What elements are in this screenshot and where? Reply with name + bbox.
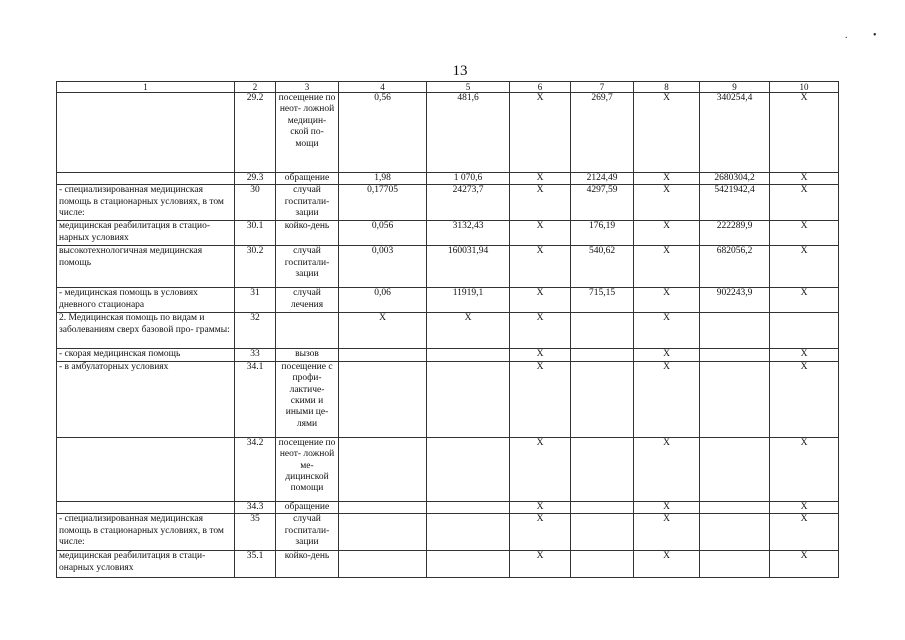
cell-col5: 24273,7	[427, 185, 510, 221]
cell-col9	[700, 349, 770, 361]
cell-col8: X	[634, 93, 700, 173]
cell-col5	[427, 361, 510, 437]
cell-col10: X	[770, 349, 839, 361]
cell-col5	[427, 551, 510, 578]
cell-code: 30.1	[235, 221, 276, 246]
cell-col10: X	[770, 185, 839, 221]
cell-col5	[427, 514, 510, 551]
cell-col5: 1 070,6	[427, 173, 510, 185]
cell-col7: 2124,49	[571, 173, 634, 185]
cell-col5	[427, 437, 510, 501]
cell-col8: X	[634, 514, 700, 551]
cell-unit: случай лечения	[276, 288, 339, 313]
cell-col10	[770, 313, 839, 349]
col-header-4: 4	[339, 82, 427, 93]
cell-col7	[571, 349, 634, 361]
table-row	[57, 437, 839, 501]
cell-code: 31	[235, 288, 276, 313]
table-row	[57, 501, 839, 513]
cell-col10: X	[770, 437, 839, 501]
table-row	[57, 93, 839, 173]
cell-col9: 2680304,2	[700, 173, 770, 185]
table-row	[57, 288, 839, 313]
cell-unit: посещение по неот- ложной ме- дицинской помощи	[276, 437, 339, 501]
cell-code: 34.1	[235, 361, 276, 437]
cell-name: - скорая медицинская помощь	[57, 349, 235, 361]
cell-code: 30.2	[235, 246, 276, 288]
cell-unit	[276, 313, 339, 349]
cell-col9	[700, 437, 770, 501]
cell-col6: X	[510, 221, 571, 246]
cell-col6: X	[510, 93, 571, 173]
cell-col8: X	[634, 313, 700, 349]
cell-col4: 0,06	[339, 288, 427, 313]
cell-unit: обращение	[276, 501, 339, 513]
table-row	[57, 313, 839, 349]
cell-col9	[700, 361, 770, 437]
cell-col5: 481,6	[427, 93, 510, 173]
table-row	[57, 246, 839, 288]
cell-col7	[571, 501, 634, 513]
col-header-8: 8	[634, 82, 700, 93]
col-header-5: 5	[427, 82, 510, 93]
cell-col5	[427, 349, 510, 361]
column-number-row	[57, 82, 839, 93]
cell-col6: X	[510, 288, 571, 313]
cell-col10: X	[770, 93, 839, 173]
cell-col8: X	[634, 551, 700, 578]
cell-name: - специализированная медицинская помощь в стационарных условиях, в том числе:	[57, 514, 235, 551]
table-row	[57, 551, 839, 578]
cell-col5	[427, 501, 510, 513]
cell-col9	[700, 313, 770, 349]
cell-col4	[339, 349, 427, 361]
cell-col4	[339, 551, 427, 578]
col-header-3: 3	[276, 82, 339, 93]
table-row	[57, 185, 839, 221]
cell-col6: X	[510, 313, 571, 349]
cell-col6: X	[510, 501, 571, 513]
cell-col7	[571, 437, 634, 501]
cell-unit: койко-день	[276, 551, 339, 578]
cell-code: 29.3	[235, 173, 276, 185]
tariff-table	[56, 81, 839, 578]
cell-code: 34.3	[235, 501, 276, 513]
table-row	[57, 361, 839, 437]
cell-col9: 5421942,4	[700, 185, 770, 221]
cell-col10: X	[770, 173, 839, 185]
cell-name	[57, 93, 235, 173]
cell-col10: X	[770, 288, 839, 313]
cell-col10: X	[770, 514, 839, 551]
cell-name: медицинская реабилитация в стаци- онарных условиях	[57, 551, 235, 578]
cell-col9: 222289,9	[700, 221, 770, 246]
cell-col4: 1,98	[339, 173, 427, 185]
cell-col4: X	[339, 313, 427, 349]
cell-col10: X	[770, 221, 839, 246]
cell-unit: обращение	[276, 173, 339, 185]
corner-mark: .	[845, 30, 848, 41]
cell-name: - в амбулаторных условиях	[57, 361, 235, 437]
col-header-9: 9	[700, 82, 770, 93]
cell-unit: случай госпитали- зации	[276, 514, 339, 551]
cell-col9	[700, 501, 770, 513]
cell-col9: 902243,9	[700, 288, 770, 313]
cell-col6: X	[510, 361, 571, 437]
cell-col7: 4297,59	[571, 185, 634, 221]
cell-code: 32	[235, 313, 276, 349]
cell-col8: X	[634, 349, 700, 361]
cell-code: 35.1	[235, 551, 276, 578]
cell-col5: 11919,1	[427, 288, 510, 313]
cell-col7: 715,15	[571, 288, 634, 313]
cell-name	[57, 501, 235, 513]
col-header-2: 2	[235, 82, 276, 93]
cell-col7: 269,7	[571, 93, 634, 173]
cell-col4: 0,56	[339, 93, 427, 173]
col-header-6: 6	[510, 82, 571, 93]
cell-col4	[339, 437, 427, 501]
cell-col9: 682056,2	[700, 246, 770, 288]
cell-col4: 0,003	[339, 246, 427, 288]
cell-col7	[571, 361, 634, 437]
cell-col8: X	[634, 288, 700, 313]
cell-col6: X	[510, 437, 571, 501]
cell-col4: 0,17705	[339, 185, 427, 221]
cell-col4	[339, 514, 427, 551]
cell-name	[57, 173, 235, 185]
col-header-1: 1	[57, 82, 235, 93]
cell-col9	[700, 551, 770, 578]
cell-col9	[700, 514, 770, 551]
cell-col8: X	[634, 437, 700, 501]
cell-col6: X	[510, 185, 571, 221]
cell-col7	[571, 551, 634, 578]
cell-name	[57, 437, 235, 501]
cell-col5: 3132,43	[427, 221, 510, 246]
cell-unit: посещение по неот- ложной медицин- ской по- мощи	[276, 93, 339, 173]
cell-code: 29.2	[235, 93, 276, 173]
cell-col9: 340254,4	[700, 93, 770, 173]
cell-col8: X	[634, 501, 700, 513]
cell-col7: 176,19	[571, 221, 634, 246]
cell-name: - специализированная медицинская помощь в стационарных условиях, в том числе:	[57, 185, 235, 221]
cell-code: 33	[235, 349, 276, 361]
corner-mark-2: •	[873, 30, 877, 41]
cell-name: медицинская реабилитация в стацио- нарных условиях	[57, 221, 235, 246]
cell-col10: X	[770, 361, 839, 437]
cell-col7	[571, 313, 634, 349]
cell-code: 35	[235, 514, 276, 551]
page-number: 13	[452, 63, 468, 79]
table-row	[57, 514, 839, 551]
cell-col5: 160031,94	[427, 246, 510, 288]
cell-col8: X	[634, 246, 700, 288]
cell-col6: X	[510, 514, 571, 551]
cell-name: 2. Медицинская помощь по видам и заболеваниям сверх базовой про- граммы:	[57, 313, 235, 349]
cell-col7: 540,62	[571, 246, 634, 288]
cell-name: - медицинская помощь в условиях дневного стационара	[57, 288, 235, 313]
col-header-7: 7	[571, 82, 634, 93]
cell-col8: X	[634, 185, 700, 221]
cell-unit: койко-день	[276, 221, 339, 246]
cell-col4	[339, 501, 427, 513]
table-row	[57, 173, 839, 185]
cell-col4	[339, 361, 427, 437]
cell-unit: вызов	[276, 349, 339, 361]
cell-col8: X	[634, 173, 700, 185]
cell-col10: X	[770, 551, 839, 578]
cell-col8: X	[634, 361, 700, 437]
cell-unit: случай госпитали- зации	[276, 246, 339, 288]
cell-col10: X	[770, 246, 839, 288]
table-row	[57, 221, 839, 246]
cell-name: высокотехнологичная медицинская помощь	[57, 246, 235, 288]
cell-code: 34.2	[235, 437, 276, 501]
cell-col4: 0,056	[339, 221, 427, 246]
cell-col6: X	[510, 173, 571, 185]
cell-col6: X	[510, 246, 571, 288]
cell-unit: посещение с профи- лактиче- скими и иными це- лями	[276, 361, 339, 437]
cell-code: 30	[235, 185, 276, 221]
cell-col8: X	[634, 221, 700, 246]
cell-col6: X	[510, 551, 571, 578]
cell-unit: случай госпитали- зации	[276, 185, 339, 221]
cell-col10: X	[770, 501, 839, 513]
table-row	[57, 349, 839, 361]
cell-col7	[571, 514, 634, 551]
col-header-10: 10	[770, 82, 839, 93]
cell-col6: X	[510, 349, 571, 361]
cell-col5: X	[427, 313, 510, 349]
